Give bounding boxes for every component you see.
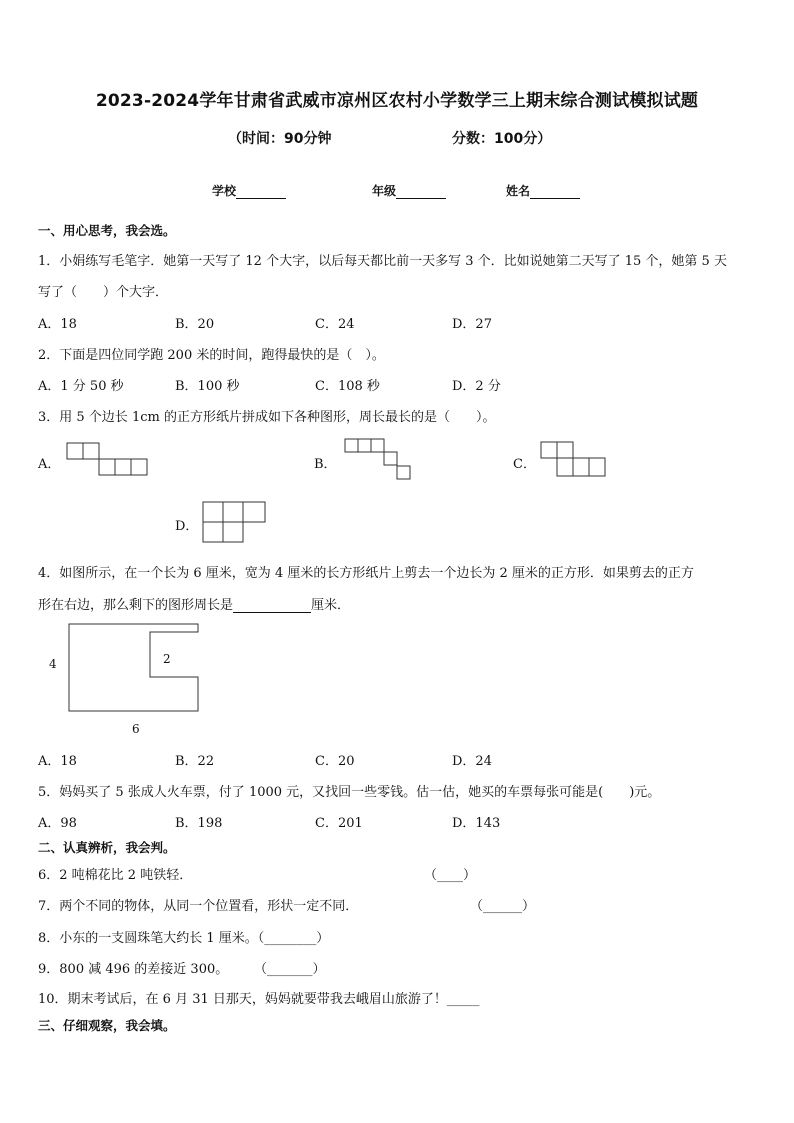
q4-unit: 厘米．: [311, 598, 351, 613]
question-10: [38, 988, 479, 1007]
school-field: [212, 182, 286, 199]
q6-answer-paren[interactable]: （____）: [424, 868, 477, 883]
q5-option-c[interactable]: C．201: [315, 816, 363, 831]
q4-option-a[interactable]: A．18: [38, 754, 77, 769]
school-blank[interactable]: [236, 184, 286, 199]
name-label: 姓名: [506, 184, 531, 198]
question-9: 9．800 减 496 的差接近 300。: [38, 962, 229, 977]
question-1-line1: 1．小娟练写毛笔字．她第一天写了 12 个大字，以后每天都比前一天多写 3 个．比如说她第二天写了 15 个，她第 5 天: [38, 254, 727, 269]
q2-option-b[interactable]: B．100 秒: [175, 379, 240, 394]
grade-blank[interactable]: [396, 184, 446, 199]
q4-label-inner: 2: [163, 652, 171, 666]
exam-time: （时间：90分钟: [228, 131, 332, 147]
q3-option-d[interactable]: D．: [175, 519, 199, 534]
q1-option-a[interactable]: A．18: [38, 317, 77, 332]
question-7: 7．两个不同的物体，从同一个位置看，形状一定不同．: [38, 899, 359, 914]
question-10-text: 10．期末考试后，在 6 月 31 日那天，妈妈就要带我去峨眉山旅游了！: [38, 992, 447, 1007]
q1-option-d[interactable]: D．27: [452, 317, 492, 332]
name-blank[interactable]: [530, 184, 580, 199]
exam-score: 分数：100分）: [452, 131, 552, 147]
q4-text-before-blank: 形在右边，那么剩下的图形周长是: [38, 598, 234, 613]
q3-figure-a: [67, 443, 147, 477]
q2-option-a[interactable]: A．1 分 50 秒: [38, 379, 124, 394]
q7-answer-paren[interactable]: （______）: [470, 899, 536, 914]
grade-label: 年级: [372, 184, 397, 198]
q5-option-a[interactable]: A．98: [38, 816, 77, 831]
q4-label-height: 4: [49, 657, 57, 671]
question-2: 2．下面是四位同学跑 200 米的时间，跑得最快的是（ ）。: [38, 348, 385, 363]
q3-figure-b: [345, 439, 413, 481]
section-heading-2: 二、认真辨析，我会判。: [38, 840, 176, 855]
q4-answer-blank[interactable]: [233, 598, 311, 613]
section-heading-1: 一、用心思考，我会选。: [38, 223, 176, 238]
q4-figure: [45, 620, 205, 740]
page-title: 2023-2024学年甘肃省武威市凉州区农村小学数学三上期末综合测试模拟试题: [95, 91, 699, 111]
q2-option-c[interactable]: C．108 秒: [315, 379, 380, 394]
question-4-line1: 4．如图所示，在一个长为 6 厘米，宽为 4 厘米的长方形纸片上剪去一个边长为 2 厘米的正方形．如果剪去的正方: [38, 566, 694, 581]
question-3: 3．用 5 个边长 1cm 的正方形纸片拼成如下各种图形，周长最长的是（ ）。: [38, 410, 496, 425]
question-8: 8．小东的一支圆珠笔大约长 1 厘米。（________）: [38, 931, 330, 946]
q3-option-c[interactable]: C．: [513, 457, 536, 472]
q2-option-d[interactable]: D．2 分: [452, 379, 501, 394]
q4-option-b[interactable]: B．22: [175, 754, 215, 769]
question-1-line2: 写了（ ）个大字．: [38, 285, 169, 300]
question-4-line2: [38, 594, 350, 613]
grade-field: [372, 182, 446, 199]
q9-answer-paren[interactable]: （_______）: [254, 962, 326, 977]
question-6: 6．2 吨棉花比 2 吨铁轻．: [38, 868, 193, 883]
question-5: 5．妈妈买了 5 张成人火车票，付了 1000 元，又找回一些零钱。估一估，她买的车票每张可能是( )元。: [38, 785, 661, 800]
q5-option-b[interactable]: B．198: [175, 816, 223, 831]
q3-figure-d: [203, 502, 267, 544]
q4-option-c[interactable]: C．20: [315, 754, 355, 769]
q3-option-a[interactable]: A．: [38, 457, 61, 472]
school-label: 学校: [212, 184, 237, 198]
q10-answer-blank[interactable]: _____: [446, 992, 480, 1007]
q5-option-d[interactable]: D．143: [452, 816, 501, 831]
q4-label-width: 6: [132, 722, 140, 736]
section-heading-3: 三、仔细观察，我会填。: [38, 1018, 176, 1033]
q4-option-d[interactable]: D．24: [452, 754, 492, 769]
q1-option-c[interactable]: C．24: [315, 317, 355, 332]
q3-figure-c: [541, 442, 607, 478]
q3-option-b[interactable]: B．: [314, 457, 337, 472]
name-field: [506, 182, 580, 199]
q1-option-b[interactable]: B．20: [175, 317, 215, 332]
